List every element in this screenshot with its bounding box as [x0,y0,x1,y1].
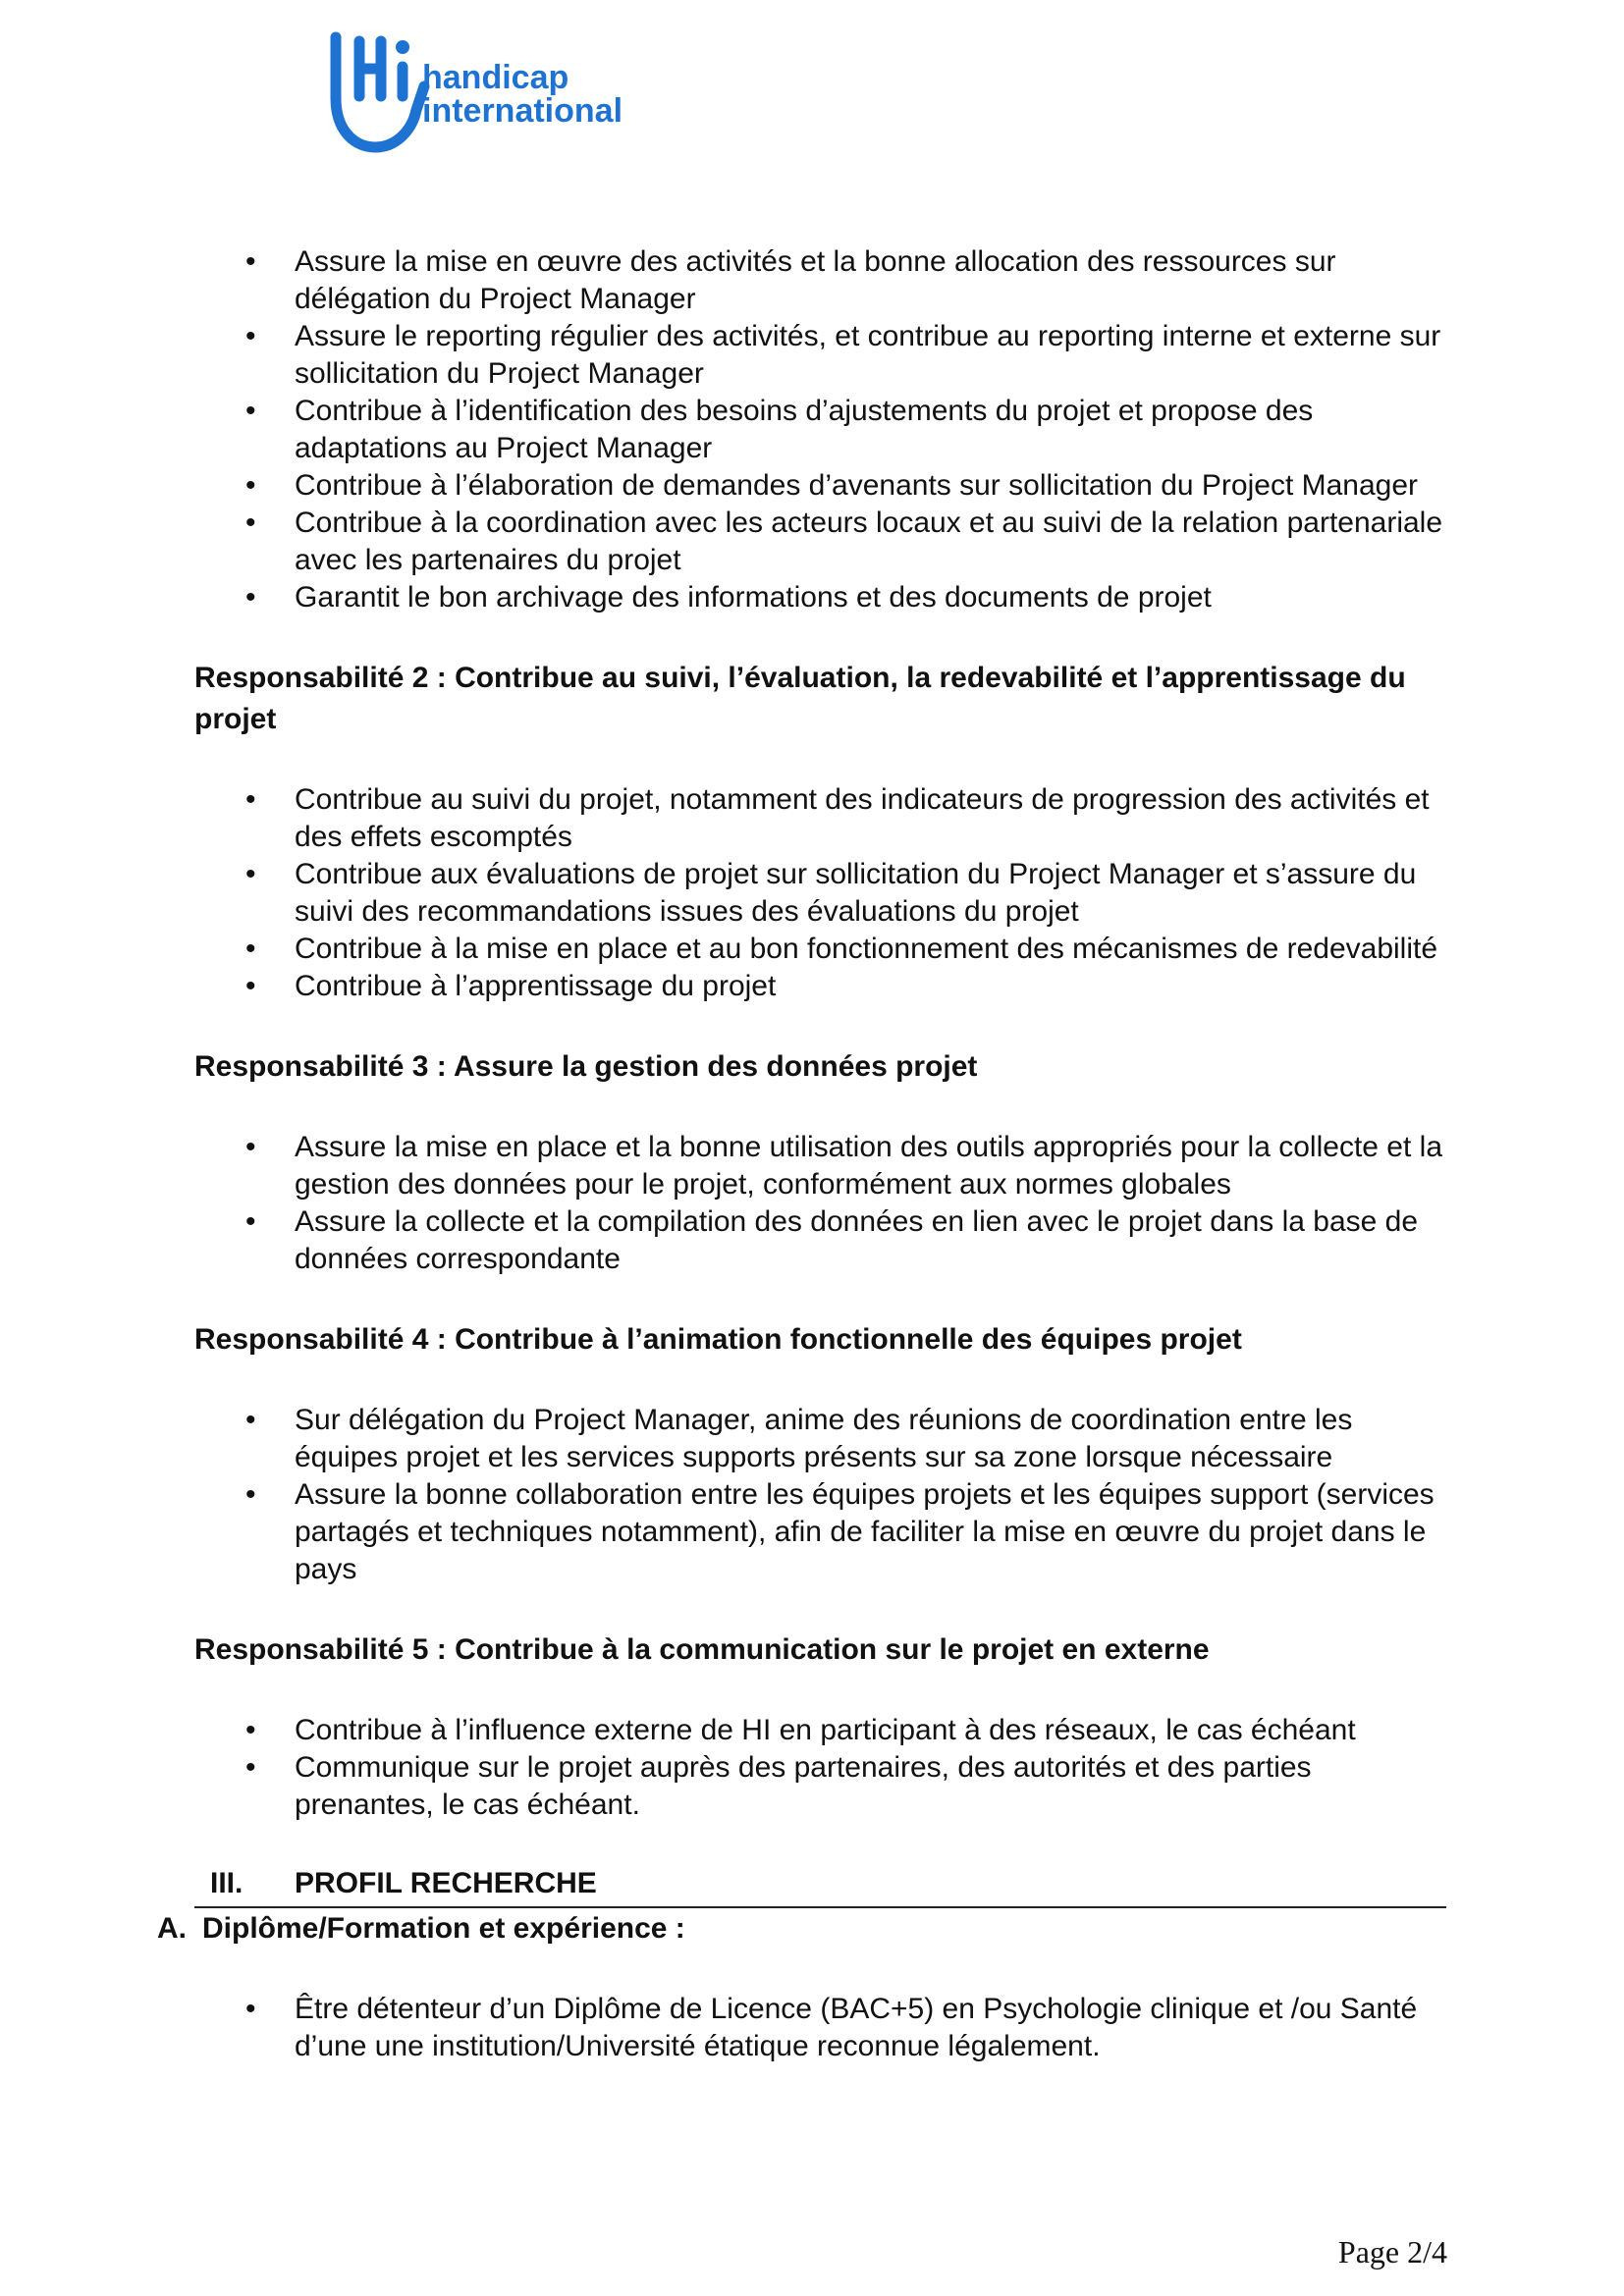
responsibility-5-heading: Responsabilité 5 : Contribue à la communication sur le projet en externe [194,1633,1210,1666]
list-item: • Contribue à l’influence externe de HI en participant à des réseaux, le cas échéant [194,1712,1446,1749]
subsection-title: Diplôme/Formation et expérience : [202,1912,685,1945]
subsection-letter: A. [157,1912,187,1945]
page-number: Page 2/4 [1337,2234,1447,2269]
svg-text:international: international [422,92,623,130]
responsibility-4-heading: Responsabilité 4 : Contribue à l’animation fonctionnelle des équipes projet [194,1323,1242,1356]
list-item: • Assure la mise en place et la bonne utilisation des outils appropriés pour la collecte et la gestion des données pour le projet, conformément aux normes globales [194,1129,1446,1203]
list-item: • Communique sur le projet auprès des partenaires, des autorités et des parties prenantes, le cas échéant. [194,1749,1446,1824]
list-item: • Contribue au suivi du projet, notamment des indicateurs de progression des activités et des effets escomptés [194,781,1446,856]
list-item: • Assure le reporting régulier des activités, et contribue au reporting interne et externe sur sollicitation du Project Manager [194,318,1446,393]
responsibility-3-heading: Responsabilité 3 : Assure la gestion des données projet [194,1050,978,1083]
list-item: • Contribue à l’identification des besoins d’ajustements du projet et propose des adaptations au Project Manager [194,393,1446,467]
responsibility-2-heading: Responsabilité 2 : Contribue au suivi, l’évaluation, la redevabilité et l’apprentissage du projet [194,662,1406,735]
list-item: • Contribue à l’apprentissage du projet [194,968,1446,1005]
list-item: • Être détenteur d’un Diplôme de Licence (BAC+5) en Psychologie clinique et /ou Santé d’une une institution/Université étatique reconnue légalement. [194,1991,1446,2065]
list-item: • Assure la bonne collaboration entre les équipes projets et les équipes support (services partagés et techniques notamment), afin de faciliter la mise en œuvre du projet dans le pays [194,1476,1446,1588]
responsibility-3-list [194,1129,1446,1278]
svg-text:handicap: handicap [422,59,569,96]
logo-graphic [318,27,652,153]
section-heading-profil [194,1865,1446,1908]
list-item: • Contribue à la mise en place et au bon fonctionnement des mécanismes de redevabilité [194,931,1446,968]
list-item: • Sur délégation du Project Manager, anime des réunions de coordination entre les équipes projet et les services supports présents sur sa zone lorsque nécessaire [194,1402,1446,1476]
activities-list [194,243,1446,616]
list-item: • Contribue à l’élaboration de demandes d’avenants sur sollicitation du Project Manager [194,467,1446,505]
responsibility-2-list [194,781,1446,1005]
list-item: • Garantit le bon archivage des informations et des documents de projet [194,579,1446,616]
section-number: III. [210,1867,244,1899]
section-title: PROFIL RECHERCHE [295,1867,597,1899]
list-item: • Assure la mise en œuvre des activités et la bonne allocation des ressources sur délégation du Project Manager [194,243,1446,318]
list-item: • Contribue aux évaluations de projet sur sollicitation du Project Manager et s’assure du suivi des recommandations issues des évaluations du projet [194,856,1446,931]
subsection-heading-diplome [157,1908,1446,1949]
document-body [157,243,1446,2065]
list-item: • Contribue à la coordination avec les acteurs locaux et au suivi de la relation partenariale avec les partenaires du projet [194,505,1446,579]
diplome-list [194,1991,1446,2065]
list-item: • Assure la collecte et la compilation des données en lien avec le projet dans la base de données correspondante [194,1203,1446,1278]
handicap-international-logo [318,27,652,153]
responsibility-5-list [194,1712,1446,1824]
responsibility-4-list [194,1402,1446,1588]
